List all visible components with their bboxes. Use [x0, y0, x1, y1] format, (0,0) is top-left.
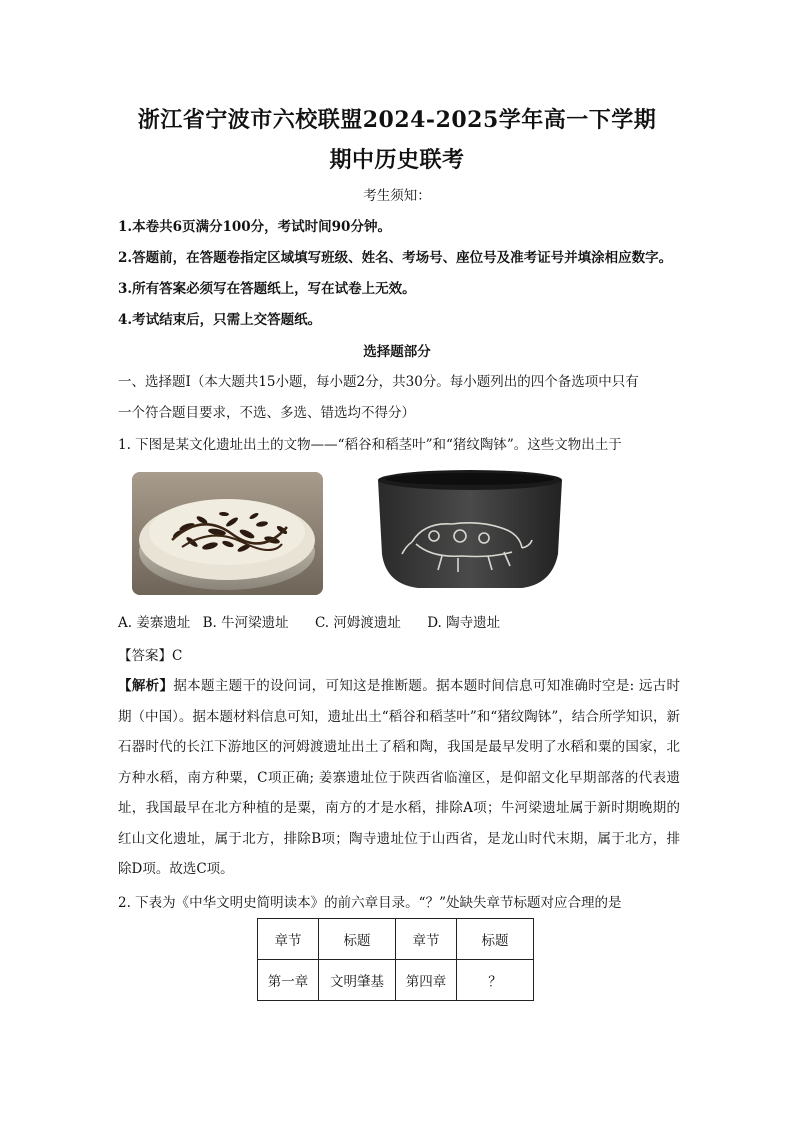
section-instruction-line1: 一、选择题Ⅰ（本大题共15小题，每小题2分，共30分。每小题列出的四个备选项中只有	[118, 374, 639, 390]
exam-title-line1: 浙江省宁波市六校联盟2024-2025学年高一下学期	[137, 107, 657, 133]
analysis-text: 据本题主题干的设问词，可知这是推断题。据本题时间信息可知准确时空是: 远古时期（中国）。据本题材料信息可知，遗址出土“稻谷和稻茎叶”和“猪纹陶钵”，结合所学知识，新石器时代的长江下游地区的河姆渡遗址出土了稻和陶，我国是最早发明了水稻和粟的国家，北方种水稻，南方种粟，C项正确; 姜寨遗址位于陕西省临潼区，是仰韶文化早期部落的代表遗址，我国最早在北方种植的是粟，南方的才是水稻，排除A项；牛河梁遗址属于新时期晚期的红山文化遗址，属于北方，排除B项；陶寺遗址位于山西省，是龙山时代末期，属于北方，排除D项。故选C项。	[118, 678, 681, 877]
notice-heading: 考生须知：	[363, 188, 431, 204]
table-cell: 第一章	[258, 960, 319, 1001]
question-1-options	[118, 611, 500, 631]
table-header-cell: 章节	[396, 919, 457, 960]
table-cell: 文明肇基	[319, 960, 396, 1001]
option-a[interactable]: A. 姜寨遗址	[118, 615, 191, 631]
question-1-analysis	[118, 671, 680, 885]
table-row	[258, 919, 534, 960]
pig-pattern-pottery-photo	[372, 462, 568, 594]
table-cell: ？	[457, 960, 534, 1001]
option-b[interactable]: B. 牛河梁遗址	[202, 615, 289, 631]
exam-title-line2: 期中历史联考	[329, 147, 465, 173]
table-row	[258, 960, 534, 1001]
table-header-cell: 章节	[258, 919, 319, 960]
table-header-cell: 标题	[457, 919, 534, 960]
analysis-label: 【解析】	[118, 678, 174, 694]
section-instruction-line2: 一个符合题目要求，不选、多选、错选均不得分）	[118, 405, 415, 421]
question-1-stem: 1. 下图是某文化遗址出土的文物——“稻谷和稻茎叶”和“猪纹陶钵”。这些文物出土于	[118, 437, 622, 453]
section-heading: 选择题部分	[363, 344, 431, 360]
notice-item-2: 2.答题前，在答题卷指定区域填写班级、姓名、考场号、座位号及准考证号并填涂相应数字。	[118, 250, 673, 266]
rice-grain-photo	[132, 472, 323, 595]
notice-item-4: 4.考试结束后，只需上交答题纸。	[118, 312, 322, 328]
option-c[interactable]: C. 河姆渡遗址	[314, 615, 401, 631]
option-d[interactable]: D. 陶寺遗址	[427, 615, 501, 631]
chapter-table	[257, 918, 534, 1001]
notice-item-1: 1.本卷共6页满分100分，考试时间90分钟。	[118, 219, 391, 235]
question-2-stem: 2. 下表为《中华文明史简明读本》的前六章目录。“？”处缺失章节标题对应合理的是	[118, 895, 622, 911]
table-header-cell: 标题	[319, 919, 396, 960]
table-cell: 第四章	[396, 960, 457, 1001]
notice-item-3: 3.所有答案必须写在答题纸上，写在试卷上无效。	[118, 281, 416, 297]
question-1-answer: 【答案】C	[118, 648, 183, 664]
